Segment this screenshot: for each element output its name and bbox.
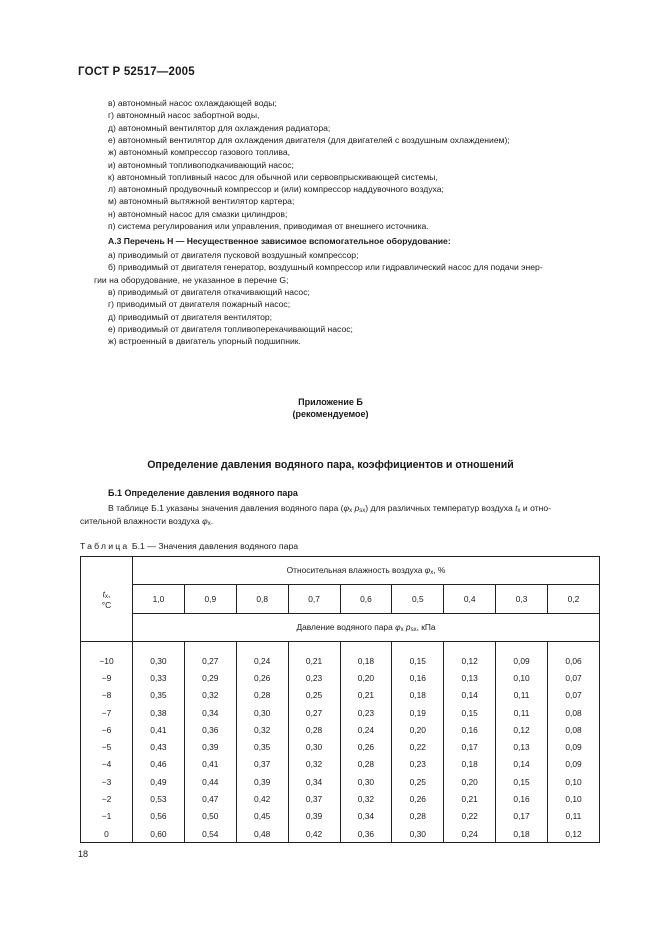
temperature-cell: −5 [81, 738, 133, 755]
section-a3-heading: А.3 Перечень Н — Несущественное зависимое вспомогательное оборудование: [108, 235, 451, 246]
table-row [81, 808, 600, 825]
text: В таблице Б.1 указаны значения давления водяного пара ( [108, 503, 344, 513]
subscript: sx [359, 508, 366, 514]
pressure-cell: 0,11 [496, 687, 548, 704]
text: сительной влажности воздуха [80, 516, 203, 526]
temperature-cell: −4 [81, 756, 133, 773]
pressure-cell: 0,30 [133, 652, 185, 669]
list-item: л) автономный продувочный компрессор и (или) компрессор наддувочного воздуха; [108, 184, 444, 195]
pressure-cell: 0,12 [496, 721, 548, 738]
list-item: в) приводимый от двигателя откачивающий насос; [108, 286, 310, 297]
pressure-cell: 0,07 [548, 669, 600, 686]
list-item: в) автономный насос охлаждающей воды; [108, 98, 277, 108]
humidity-value: 0,9 [184, 585, 236, 614]
table-row [81, 738, 600, 755]
text: и отно- [520, 503, 552, 513]
pressure-cell: 0,13 [496, 738, 548, 755]
pressure-cell: 0,29 [184, 669, 236, 686]
pressure-cell: 0,09 [496, 652, 548, 669]
list-item: а) приводимый от двигателя пусковой воздушный компрессор; [108, 250, 359, 260]
pressure-cell: 0,15 [392, 652, 444, 669]
list-item: ж) встроенный в двигатель упорный подшипник. [108, 336, 301, 347]
pressure-cell: 0,21 [288, 652, 340, 669]
humidity-value: 0,8 [236, 585, 288, 614]
pressure-cell: 0,18 [392, 687, 444, 704]
humidity-value: 0,6 [340, 585, 392, 614]
pressure-cell: 0,47 [184, 790, 236, 807]
list-item: и) автономный топливоподкачивающий насос; [108, 159, 294, 170]
pressure-cell: 0,27 [184, 652, 236, 669]
list-item: д) приводимый от двигателя вентилятор; [108, 311, 273, 322]
pressure-cell: 0,45 [236, 808, 288, 825]
pressure-cell: 0,21 [444, 790, 496, 807]
pressure-cell: 0,49 [133, 773, 185, 790]
pressure-cell: 0,09 [548, 756, 600, 773]
vapor-pressure-table [80, 556, 600, 843]
text: ) для различных температур воздуха [365, 503, 516, 513]
pressure-cell: 0,18 [496, 825, 548, 843]
pressure-cell: 0,15 [444, 704, 496, 721]
humidity-value: 0,4 [444, 585, 496, 614]
pressure-cell: 0,35 [133, 687, 185, 704]
list-item: н) автономный насос для смазки цилиндров; [108, 208, 288, 219]
table-row [81, 790, 600, 807]
temperature-cell: −10 [81, 652, 133, 669]
subscript: x [430, 570, 434, 576]
pressure-cell: 0,46 [133, 756, 185, 773]
pressure-cell: 0,32 [184, 687, 236, 704]
pressure-cell: 0,39 [184, 738, 236, 755]
pressure-cell: 0,28 [288, 721, 340, 738]
list-item: б) приводимый от двигателя генератор, воздушный компрессор или гидравлический насос для подачи энер- [108, 262, 543, 273]
list-item: п) система регулирования или управления, приводимая от внешнего источника. [108, 221, 429, 231]
pressure-cell: 0,22 [392, 738, 444, 755]
pressure-cell: 0,11 [548, 808, 600, 825]
pressure-cell: 0,33 [133, 669, 185, 686]
pressure-cell: 0,10 [548, 790, 600, 807]
pressure-cell: 0,30 [288, 738, 340, 755]
pressure-cell: 0,09 [548, 738, 600, 755]
list-item: м) автономный вытяжной вентилятор картера; [108, 196, 295, 207]
list-item: е) приводимый от двигателя топливоперекачивающий насос; [108, 323, 353, 334]
list-item: г) приводимый от двигателя пожарный насос; [108, 299, 291, 310]
symbol: φ [424, 565, 431, 575]
pressure-cell: 0,39 [236, 773, 288, 790]
list-item: к) автономный топливный насос для обычной или сервовпрыскивающей системы, [108, 171, 438, 182]
caption-label: Таблица [80, 541, 130, 551]
pressure-cell: 0,41 [184, 756, 236, 773]
symbol: t [515, 503, 518, 513]
pressure-cell: 0,56 [133, 808, 185, 825]
table-row [81, 652, 600, 669]
list-item-continuation: гии на оборудование, не указанное в перечне G; [94, 274, 289, 285]
pressure-cell: 0,26 [236, 669, 288, 686]
list-item: г) автономный насос забортной воды, [108, 110, 260, 121]
symbol: φ [343, 503, 350, 513]
table-row [81, 773, 600, 790]
humidity-value: 0,7 [288, 585, 340, 614]
table-row [81, 669, 600, 686]
pressure-cell: 0,23 [340, 704, 392, 721]
pressure-cell: 0,28 [340, 756, 392, 773]
pressure-cell: 0,28 [392, 808, 444, 825]
pressure-cell: 0,44 [184, 773, 236, 790]
temperature-cell: −3 [81, 773, 133, 790]
pressure-cell: 0,36 [184, 721, 236, 738]
annex-main-title: Определение давления водяного пара, коэффициентов и отношений [147, 459, 514, 471]
pressure-cell: 0,08 [548, 704, 600, 721]
pressure-cell: 0,34 [340, 808, 392, 825]
symbol: φ [395, 622, 401, 632]
humidity-value: 0,2 [548, 585, 600, 614]
table-caption [80, 541, 298, 551]
table-row [81, 721, 600, 738]
pressure-cell: 0,32 [288, 756, 340, 773]
pressure-cell: 0,21 [340, 687, 392, 704]
pressure-cell: 0,22 [444, 808, 496, 825]
table-row [81, 687, 600, 704]
text: , кПа [416, 622, 436, 632]
pressure-cell: 0,23 [392, 756, 444, 773]
list-item: е) автономный вентилятор для охлаждения двигателя (для двигателей с воздушным охлаждением); [108, 134, 510, 145]
humidity-value: 0,3 [496, 585, 548, 614]
pressure-cell: 0,12 [548, 825, 600, 843]
subscript: x [400, 627, 404, 633]
pressure-cell: 0,38 [133, 704, 185, 721]
section-b1-heading: Б.1 Определение давления водяного пара [108, 488, 298, 498]
temperature-cell: −8 [81, 687, 133, 704]
pressure-cell: 0,24 [340, 721, 392, 738]
list-item: д) автономный вентилятор для охлаждения радиатора; [108, 122, 331, 133]
humidity-value: 1,0 [133, 585, 185, 614]
text: Относительная влажность воздуха [286, 565, 425, 575]
pressure-cell: 0,15 [496, 773, 548, 790]
list-item: ж) автономный компрессор газового топлива, [108, 147, 291, 158]
pressure-cell: 0,37 [288, 790, 340, 807]
pressure-cell: 0,08 [548, 721, 600, 738]
pressure-cell: 0,30 [236, 704, 288, 721]
pressure-cell: 0,18 [340, 652, 392, 669]
pressure-cell: 0,39 [288, 808, 340, 825]
pressure-cell: 0,25 [288, 687, 340, 704]
humidity-header [133, 557, 600, 585]
subscript: x [517, 508, 521, 514]
pressure-cell: 0,42 [288, 825, 340, 843]
subscript: x [349, 508, 353, 514]
pressure-cell: 0,26 [340, 738, 392, 755]
document-header: ГОСТ Р 52517—2005 [78, 66, 195, 78]
text: , [108, 588, 111, 599]
temperature-cell: −1 [81, 808, 133, 825]
table-row [81, 825, 600, 843]
pressure-cell: 0,25 [392, 773, 444, 790]
pressure-cell: 0,26 [392, 790, 444, 807]
temperature-cell: −6 [81, 721, 133, 738]
temperature-cell: −2 [81, 790, 133, 807]
table-row [81, 704, 600, 721]
pressure-cell: 0,17 [444, 738, 496, 755]
temperature-cell: 0 [81, 825, 133, 843]
pressure-cell: 0,32 [340, 790, 392, 807]
pressure-cell: 0,06 [548, 652, 600, 669]
temperature-unit: °С [101, 599, 112, 610]
b1-paragraph-line2 [80, 516, 213, 527]
pressure-cell: 0,34 [184, 704, 236, 721]
pressure-cell: 0,18 [444, 756, 496, 773]
symbol: φ [202, 516, 208, 526]
subscript: x [105, 593, 108, 600]
pressure-cell: 0,30 [392, 825, 444, 843]
pressure-cell: 0,16 [496, 790, 548, 807]
pressure-cell: 0,50 [184, 808, 236, 825]
annex-title: Приложение Б [298, 397, 363, 407]
humidity-values-row [81, 585, 600, 614]
pressure-cell: 0,60 [133, 825, 185, 843]
text: , % [433, 565, 446, 575]
pressure-cell: 0,16 [444, 721, 496, 738]
caption-text: Б.1 — Значения давления водяного пара [131, 541, 299, 551]
text: . [210, 516, 214, 526]
pressure-header [133, 614, 600, 642]
page-number: 18 [78, 849, 89, 859]
b1-paragraph-line1 [108, 503, 551, 514]
temperature-cell: −9 [81, 669, 133, 686]
symbol: t [102, 588, 105, 599]
text: Давление водяного пара [296, 622, 396, 632]
pressure-cell: 0,12 [444, 652, 496, 669]
humidity-value: 0,5 [392, 585, 444, 614]
annex-subtitle: (рекомендуемое) [292, 408, 369, 419]
pressure-cell: 0,16 [392, 669, 444, 686]
pressure-cell: 0,17 [496, 808, 548, 825]
pressure-cell: 0,07 [548, 687, 600, 704]
table-row [81, 756, 600, 773]
symbol: p [354, 503, 360, 513]
pressure-cell: 0,32 [236, 721, 288, 738]
pressure-cell: 0,41 [133, 721, 185, 738]
pressure-cell: 0,14 [496, 756, 548, 773]
symbol: p [405, 622, 411, 632]
pressure-cell: 0,54 [184, 825, 236, 843]
subscript: x [207, 521, 211, 527]
pressure-cell: 0,14 [444, 687, 496, 704]
pressure-cell: 0,23 [288, 669, 340, 686]
pressure-cell: 0,36 [340, 825, 392, 843]
pressure-cell: 0,37 [236, 756, 288, 773]
pressure-cell: 0,43 [133, 738, 185, 755]
pressure-cell: 0,28 [236, 687, 288, 704]
pressure-cell: 0,20 [392, 721, 444, 738]
temperature-header-cell [81, 557, 133, 642]
pressure-cell: 0,35 [236, 738, 288, 755]
pressure-cell: 0,30 [340, 773, 392, 790]
pressure-cell: 0,34 [288, 773, 340, 790]
pressure-cell: 0,24 [236, 652, 288, 669]
pressure-cell: 0,42 [236, 790, 288, 807]
pressure-cell: 0,13 [444, 669, 496, 686]
subscript: sx [410, 627, 417, 633]
pressure-cell: 0,53 [133, 790, 185, 807]
temperature-cell: −7 [81, 704, 133, 721]
pressure-cell: 0,19 [392, 704, 444, 721]
pressure-cell: 0,10 [496, 669, 548, 686]
pressure-cell: 0,48 [236, 825, 288, 843]
pressure-cell: 0,20 [340, 669, 392, 686]
pressure-cell: 0,11 [496, 704, 548, 721]
pressure-cell: 0,27 [288, 704, 340, 721]
pressure-cell: 0,10 [548, 773, 600, 790]
pressure-cell: 0,20 [444, 773, 496, 790]
pressure-cell: 0,24 [444, 825, 496, 843]
